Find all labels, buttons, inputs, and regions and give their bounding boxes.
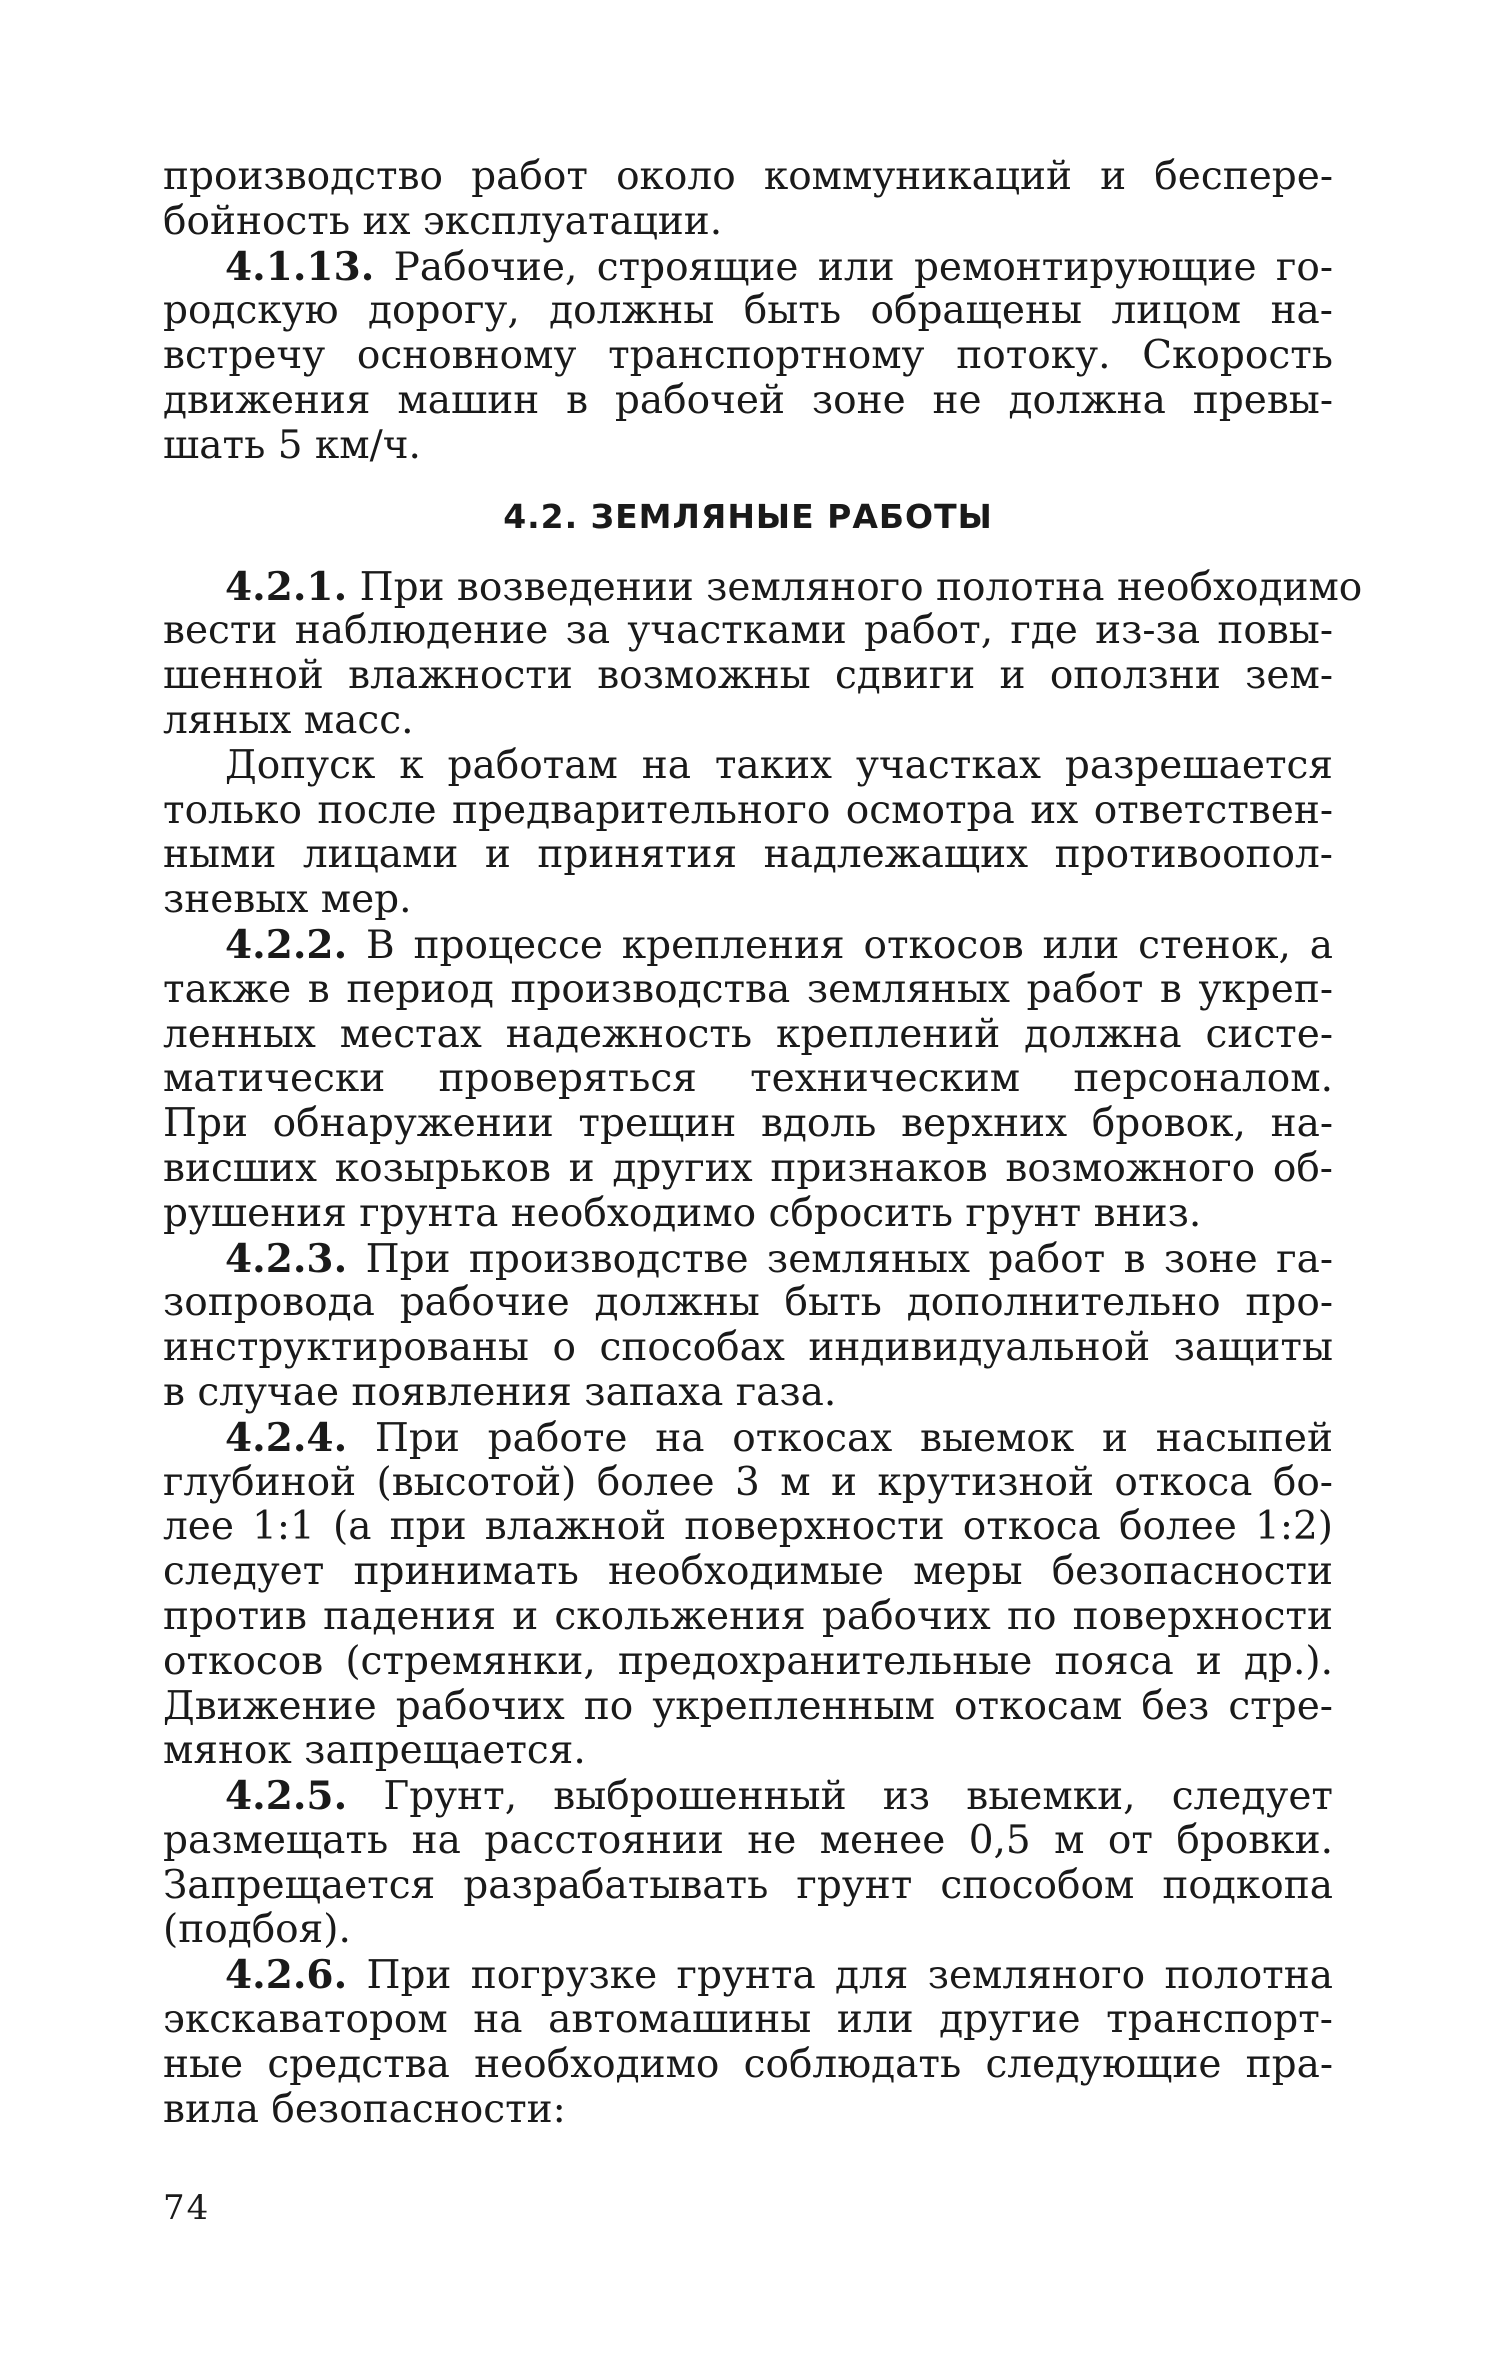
clause-number: 4.2.5. xyxy=(225,1773,348,1820)
paragraph-4-2-4 xyxy=(163,1416,1333,1774)
text-line: экскаватором на автомашины или другие транспорт- xyxy=(163,1997,1333,2043)
text-line: движения машин в рабочей зоне не должна превы- xyxy=(163,377,1333,423)
text-line: вила безопасности: xyxy=(163,2086,566,2132)
clause-number: 4.2.1. xyxy=(225,563,348,610)
text-line: в случае появления запаха газа. xyxy=(163,1369,837,1415)
section-heading: 4.2. ЗЕМЛЯНЫЕ РАБОТЫ xyxy=(503,496,993,536)
paragraph-4-1-13 xyxy=(163,245,1333,469)
paragraph-access xyxy=(163,744,1333,923)
text-line: ляных масс. xyxy=(163,697,414,743)
clause-number: 4.1.13. xyxy=(225,243,375,290)
text-line: также в период производства земляных работ в укреп- xyxy=(163,966,1333,1012)
text-line: производство работ около коммуникаций и беспере- xyxy=(163,154,1333,199)
text-line: вести наблюдение за участками работ, где из-за повы- xyxy=(163,608,1333,654)
paragraph-continuation xyxy=(163,155,1333,245)
text-line: встречу основному транспортному потоку. Скорость xyxy=(163,333,1333,379)
text-span: Грунт, выброшенный из выемки, следует xyxy=(383,1774,1334,1820)
text-line xyxy=(163,1774,1333,1819)
page-number: 74 xyxy=(163,2188,211,2228)
text-line xyxy=(163,1237,1333,1282)
clause-number: 4.2.4. xyxy=(225,1414,348,1461)
text-span: Рабочие, строящие или ремонтирующие го- xyxy=(393,244,1333,290)
text-line: (подбоя). xyxy=(163,1907,351,1953)
text-line: откосов (стремянки, предохранительные пояса и др.). xyxy=(163,1638,1333,1684)
text-line: лее 1:1 (а при влажной поверхности откоса более 1:2) xyxy=(163,1504,1333,1550)
text-line: ными лицами и принятия надлежащих противоопол- xyxy=(163,832,1333,878)
text-span: При производстве земляных работ в зоне га- xyxy=(365,1236,1333,1282)
text-line: размещать на расстоянии не менее 0,5 м от бровки. xyxy=(163,1817,1333,1863)
clause-number: 4.2.6. xyxy=(225,1952,348,1999)
text-line: мянок запрещается. xyxy=(163,1728,586,1774)
text-line: ные средства необходимо соблюдать следующие пра- xyxy=(163,2041,1333,2087)
text-line: висших козырьков и других признаков возможного об- xyxy=(163,1145,1333,1191)
paragraph-4-2-2 xyxy=(163,923,1333,1237)
paragraph-4-2-6 xyxy=(163,1953,1333,2132)
text-line xyxy=(163,1953,1333,1998)
page-text xyxy=(163,154,1363,2132)
text-span: В процессе крепления откосов или стенок, а xyxy=(366,922,1333,968)
clause-number: 4.2.3. xyxy=(225,1235,348,1282)
text-line xyxy=(163,1416,1333,1461)
text-line: При обнаружении трещин вдоль верхних бровок, на- xyxy=(163,1101,1333,1147)
text-span: При возведении земляного полотна необходимо xyxy=(359,564,1363,610)
paragraph-4-2-1 xyxy=(163,563,1363,744)
text-line: следует принимать необходимые меры безопасности xyxy=(163,1549,1333,1595)
text-line xyxy=(163,563,1363,610)
text-line: глубиной (высотой) более 3 м и крутизной откоса бо- xyxy=(163,1459,1333,1505)
text-line xyxy=(163,245,1333,290)
text-line: шенной влажности возможны сдвиги и оползни зем- xyxy=(163,653,1333,699)
text-line: матически проверяться техническим персоналом. xyxy=(163,1056,1333,1102)
text-line xyxy=(163,923,1333,968)
text-line: Запрещается разрабатывать грунт способом подкопа xyxy=(163,1862,1333,1908)
clause-number: 4.2.2. xyxy=(225,921,348,968)
text-line: ленных местах надежность креплений должна систе- xyxy=(163,1011,1333,1057)
text-span: При погрузке грунта для земляного полотна xyxy=(366,1953,1333,1999)
paragraph-4-2-5 xyxy=(163,1774,1333,1953)
text-line: зопровода рабочие должны быть дополнительно про- xyxy=(163,1280,1333,1326)
text-line: только после предварительного осмотра их ответствен- xyxy=(163,787,1333,833)
text-line: рушения грунта необходимо сбросить грунт вниз. xyxy=(163,1190,1202,1236)
text-line: Допуск к работам на таких участках разрешается xyxy=(225,742,1333,788)
text-line: инструктированы о способах индивидуальной защиты xyxy=(163,1325,1333,1371)
text-line: зневых мер. xyxy=(163,877,412,923)
text-line: шать 5 км/ч. xyxy=(163,422,421,468)
text-span: При работе на откосах выемок и насыпей xyxy=(374,1415,1333,1461)
paragraph-4-2-3 xyxy=(163,1237,1333,1416)
text-line: родскую дорогу, должны быть обращены лицом на- xyxy=(163,288,1333,334)
text-line: бойность их эксплуатации. xyxy=(163,198,723,244)
text-line: Движение рабочих по укрепленным откосам без стре- xyxy=(163,1683,1333,1729)
text-line: против падения и скольжения рабочих по поверхности xyxy=(163,1593,1333,1639)
